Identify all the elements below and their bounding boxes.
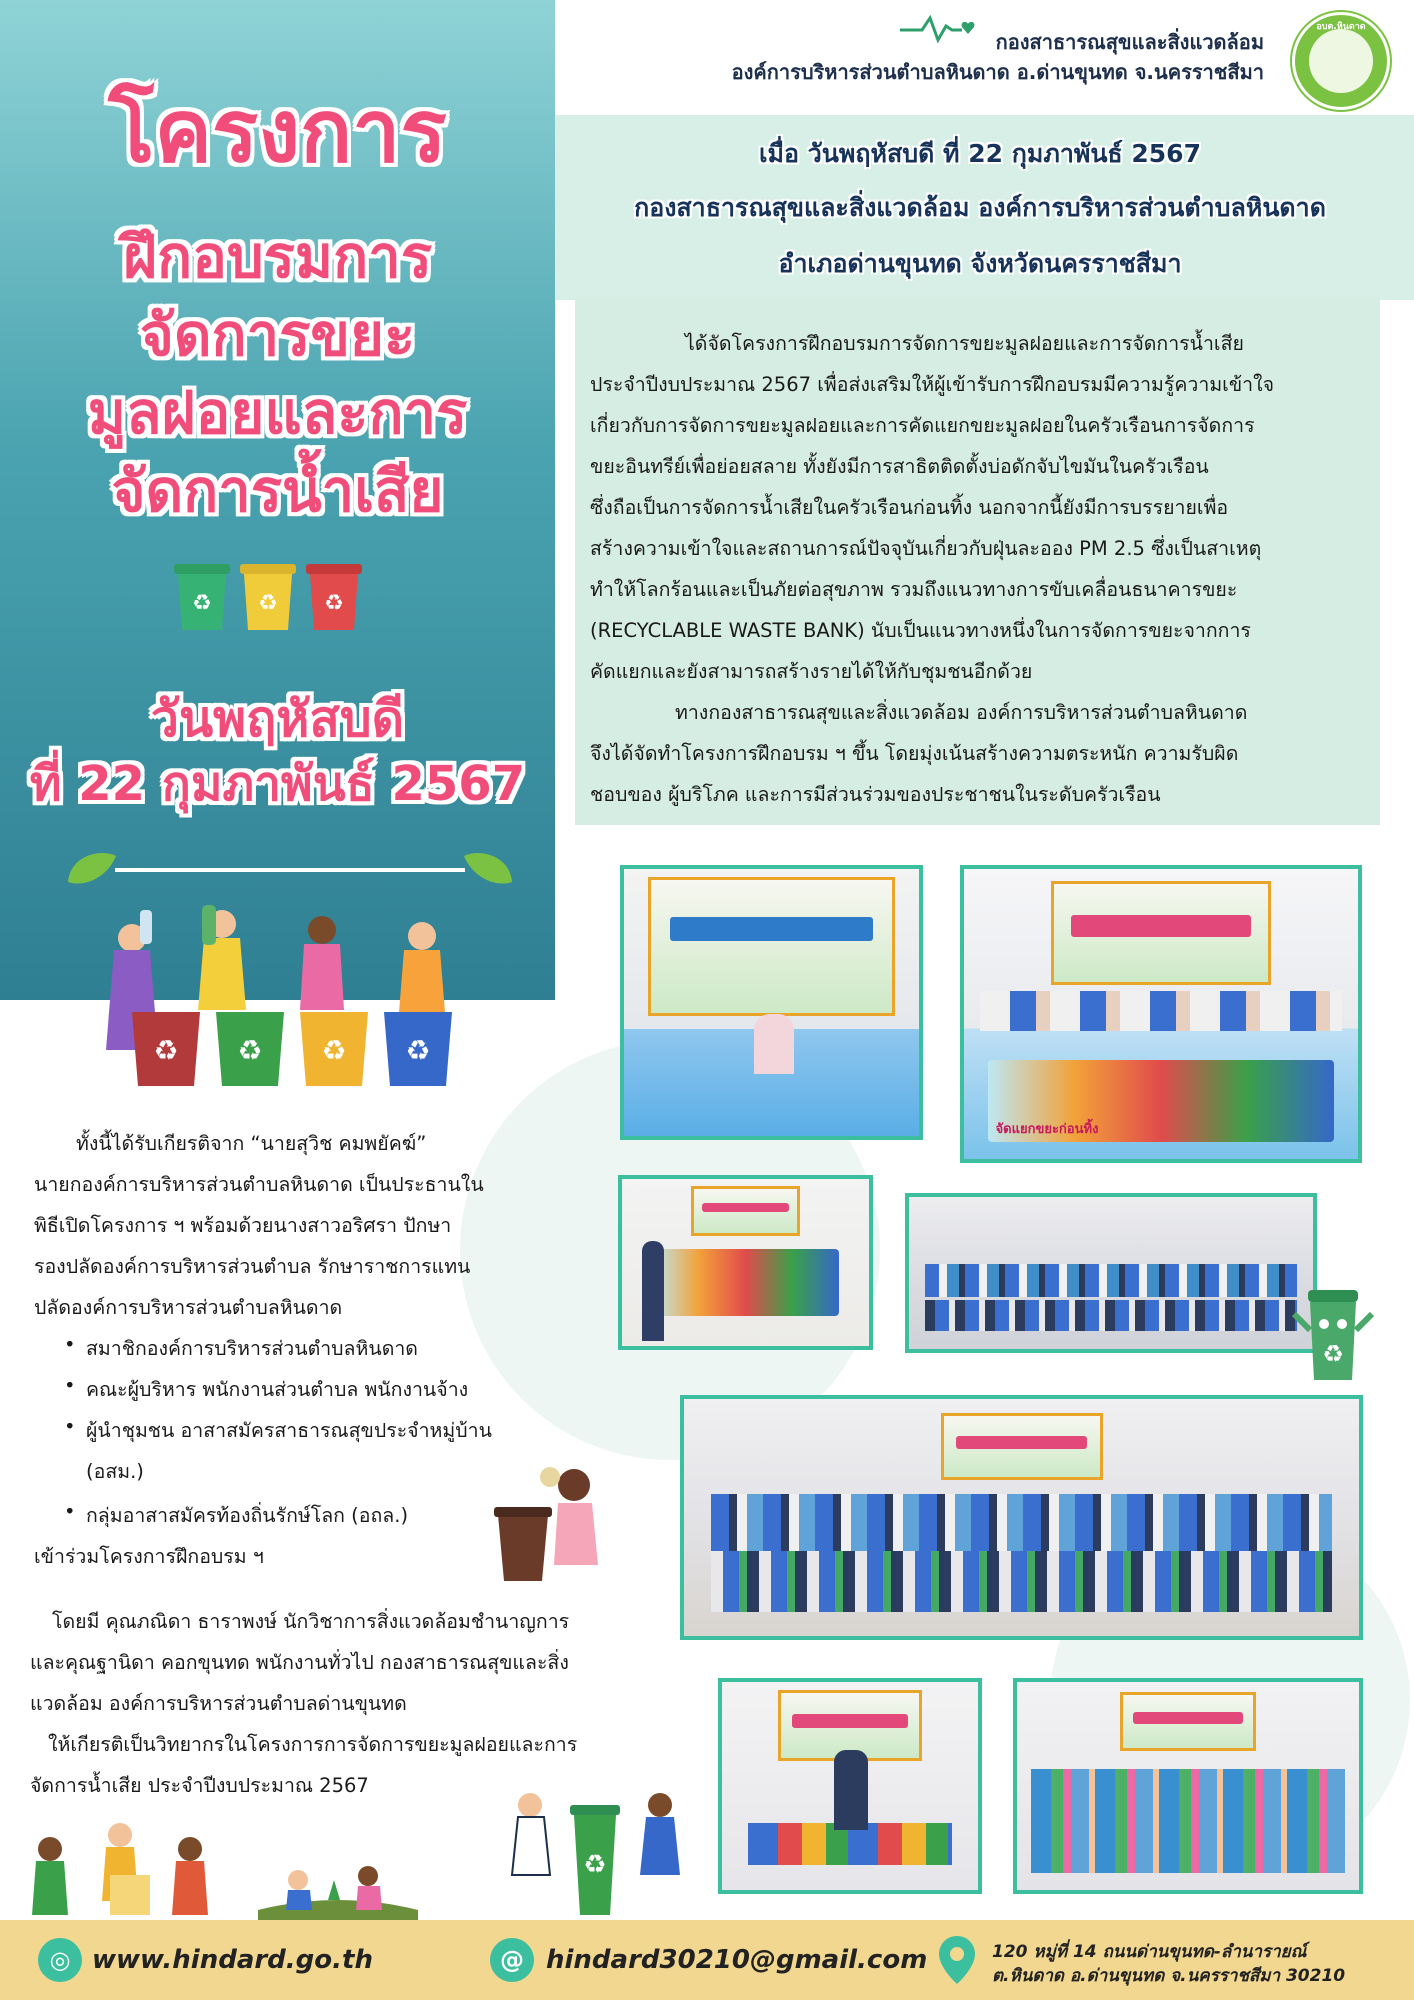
division-heading: กองสาธารณสุขและสิ่งแวดล้อม องค์การบริหารส่วนตำบลหินดาด xyxy=(634,193,1326,222)
attendee-bullet: ผู้นำชุมชน อาสาสมัครสาธารณสุขประจำหมู่บ้าน xyxy=(86,1419,492,1442)
speaker-line: จัดการน้ำเสีย ประจำปีงบประมาณ 2567 xyxy=(30,1774,369,1797)
body-line: (RECYCLABLE WASTE BANK) นับเป็นแนวทางหนึ่งในการจัดการขยะจากการ xyxy=(590,619,1251,642)
photo-banner xyxy=(648,877,896,1016)
svg-text:♻: ♻ xyxy=(153,1034,179,1067)
gardening-illustration xyxy=(258,1850,418,1920)
body-line: ประจำปีงบประมาณ 2567 เพื่อส่งเสริมให้ผู้เข้ารับการฝึกอบรมมีความรู้ความเข้าใจ xyxy=(590,373,1275,396)
speaker-line: และคุณฐานิดา คอกขุนทด พนักงานทั่วไป กองสาธารณสุขและสิ่ง xyxy=(30,1651,569,1674)
photo-recycling-display xyxy=(618,1175,873,1350)
at-sign-icon: @ xyxy=(490,1938,534,1982)
intro-line: พิธีเปิดโครงการ ฯ พร้อมด้วยนางสาวอริศรา ปักษา xyxy=(34,1214,452,1237)
volunteers-illustration xyxy=(20,1815,230,1925)
svg-text:♻: ♻ xyxy=(405,1034,431,1067)
photo-people-row xyxy=(925,1300,1297,1330)
photo-people-row xyxy=(925,1264,1297,1297)
svg-text:♻: ♻ xyxy=(321,1034,347,1067)
photo-people-row xyxy=(1031,1769,1346,1873)
attendee-bullet: คณะผู้บริหาร พนักงานส่วนตำบล พนักงานจ้าง xyxy=(86,1378,469,1401)
bullet-dot: • xyxy=(64,1500,76,1523)
photo-people-row xyxy=(711,1551,1332,1613)
date-heading: เมื่อ วันพฤหัสบดี ที่ 22 กุมภาพันธ์ 2567 xyxy=(759,139,1201,168)
body-line: สร้างความเข้าใจและสถานการณ์ปัจจุบันเกี่ยวกับฝุ่นละออง PM 2.5 ซึ่งเป็นสาเหตุ xyxy=(590,537,1262,560)
intro-line: นายกองค์การบริหารส่วนตำบลหินดาด เป็นประธานใน xyxy=(34,1173,484,1196)
body-line: ซึ่งถือเป็นการจัดการน้ำเสียในครัวเรือนก่อนทิ้ง นอกจากนี้ยังมีการบรรยายเพื่อ xyxy=(590,496,1229,519)
date-weekday: วันพฤหัสบดี xyxy=(150,690,405,748)
speaker-line: แวดล้อม องค์การบริหารส่วนตำบลด่านขุนทด xyxy=(30,1692,407,1715)
intro-line: รองปลัดองค์การบริหารส่วนตำบล รักษาราชการแทน xyxy=(34,1255,471,1278)
body-line: ทำให้โลกร้อนและเป็นภัยต่อสุขภาพ รวมถึงแนวทางการขับเคลื่อนธนาคารขยะ xyxy=(590,578,1238,601)
photo-participants-seated xyxy=(905,1193,1317,1353)
location-pin-icon xyxy=(935,1934,979,1986)
recycling-people-illustration xyxy=(490,1775,700,1925)
photo-group-picture xyxy=(680,1395,1363,1640)
kids-recycling-illustration xyxy=(92,900,472,1100)
title-line-1: โครงการ xyxy=(108,82,447,182)
attendee-bullet-cont: (อสม.) xyxy=(86,1460,144,1483)
photo-participants-cheering xyxy=(1013,1678,1363,1894)
recycle-bins-icon xyxy=(168,552,368,632)
bullet-dot: • xyxy=(64,1415,76,1438)
intro-line: ปลัดองค์การบริหารส่วนตำบลหินดาด xyxy=(34,1296,343,1319)
photo-banner xyxy=(1051,881,1272,985)
attendee-bullet: สมาชิกองค์การบริหารส่วนตำบลหินดาด xyxy=(86,1337,418,1360)
header-organization: องค์การบริหารส่วนตำบลหินดาด อ.ด่านขุนทด จ.นครราชสีมา xyxy=(731,60,1264,84)
photo-banner-label: จัดแยกขยะก่อนทิ้ง xyxy=(995,1122,1099,1138)
photo-people-row xyxy=(711,1494,1332,1551)
body-line: คัดแยกและยังสามารถสร้างรายได้ให้กับชุมชนอีกด้วย xyxy=(590,660,1033,683)
title-line-3: จัดการขยะ xyxy=(139,301,416,369)
photo-person xyxy=(834,1750,868,1830)
address-line-2: ต.หินดาด อ.ด่านขุนทด จ.นครราชสีมา 30210 xyxy=(992,1966,1346,1986)
svg-text:♻: ♻ xyxy=(192,591,212,616)
photo-people-row xyxy=(980,991,1343,1032)
speaker-line: ให้เกียรติเป็นวิทยากรในโครงการการจัดการขยะมูลฝอยและการ xyxy=(48,1733,578,1756)
photo-sign-board xyxy=(652,1249,840,1316)
globe-icon: ◎ xyxy=(38,1938,82,1982)
svg-text:♻: ♻ xyxy=(258,591,278,616)
email-link[interactable]: hindard30210@gmail.com xyxy=(546,1945,928,1975)
bullet-dot: • xyxy=(64,1374,76,1397)
intro-line: ทั้งนี้ได้รับเกียรติจาก “นายสุวิช คมพยัคฆ์” xyxy=(76,1132,427,1155)
svg-text:♻: ♻ xyxy=(324,591,344,616)
website-link[interactable]: www.hindard.go.th xyxy=(92,1945,373,1975)
attendee-bullet: กลุ่มอาสาสมัครท้องถิ่นรักษ์โลก (อถล.) xyxy=(86,1504,409,1527)
leaf-divider xyxy=(60,842,520,902)
title-line-5: จัดการน้ำเสีย xyxy=(111,457,444,525)
photo-presiding-officials xyxy=(960,865,1362,1163)
photo-banner xyxy=(1120,1692,1257,1750)
seal-inner xyxy=(1309,29,1373,93)
svg-text:♻: ♻ xyxy=(583,1850,607,1880)
kid-trash-illustration xyxy=(488,1455,608,1585)
body-line: ทางกองสาธารณสุขและสิ่งแวดล้อม องค์การบริหารส่วนตำบลหินดาด xyxy=(675,701,1248,724)
join-line: เข้าร่วมโครงการฝึกอบรม ฯ xyxy=(34,1545,264,1568)
header-division: กองสาธารณสุขและสิ่งแวดล้อม xyxy=(995,30,1264,54)
photo-person xyxy=(754,1014,794,1074)
seal-text: อบต.หินดาด xyxy=(1316,22,1366,32)
bullet-dot: • xyxy=(64,1333,76,1356)
body-line: ขยะอินทรีย์เพื่อย่อยสลาย ทั้งยังมีการสาธิตติดตั้งบ่อดักจับไขมันในครัวเรือน xyxy=(590,455,1209,478)
recycle-bin-mascot xyxy=(1288,1280,1378,1390)
address-line-1: 120 หมู่ที่ 14 ถนนด่านขุนทด-ลำนารายณ์ xyxy=(992,1942,1307,1962)
district-heading: อำเภอด่านขุนทด จังหวัดนครราชสีมา xyxy=(778,249,1182,278)
photo-person xyxy=(642,1241,664,1341)
photo-banner xyxy=(691,1186,800,1236)
photo-speaker-demo xyxy=(718,1678,982,1894)
pulse-heart-icon xyxy=(900,14,980,44)
body-line: จึงได้จัดทำโครงการฝึกอบรม ฯ ขึ้น โดยมุ่งเน้นสร้างความตระหนัก ความรับผิด xyxy=(590,742,1239,765)
photo-opening-ceremony xyxy=(620,865,923,1140)
svg-text:♻: ♻ xyxy=(237,1034,263,1067)
body-line: เกี่ยวกับการจัดการขยะมูลฝอยและการคัดแยกขยะมูลฝอยในครัวเรือนการจัดการ xyxy=(590,414,1255,437)
title-line-2: ฝึกอบรมการ xyxy=(123,223,432,291)
organization-seal-logo xyxy=(1292,12,1390,110)
title-line-4: มูลฝอยและการ xyxy=(87,379,468,447)
speaker-line: โดยมี คุณภณิดา ธาราพงษ์ นักวิชาการสิ่งแวดล้อมชำนาญการ xyxy=(52,1610,570,1633)
photo-banner xyxy=(941,1413,1103,1479)
date-full: ที่ 22 กุมภาพันธ์ 2567 xyxy=(29,756,526,812)
body-line: ชอบของ ผู้บริโภค และการมีส่วนร่วมของประชาชนในระดับครัวเรือน xyxy=(590,783,1161,806)
svg-text:♻: ♻ xyxy=(1322,1340,1344,1368)
body-line: ได้จัดโครงการฝึกอบรมการจัดการขยะมูลฝอยและการจัดการน้ำเสีย xyxy=(685,332,1244,355)
